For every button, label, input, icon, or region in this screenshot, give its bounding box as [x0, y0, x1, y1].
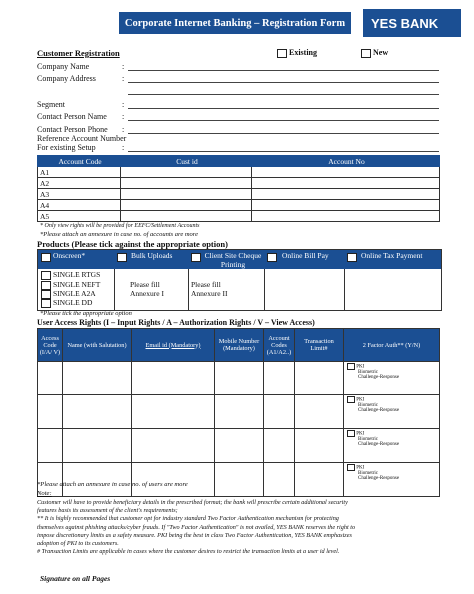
name-header: Name (with Salutation) [63, 329, 132, 362]
segment-label: Segment [37, 100, 65, 109]
cheque-printing-header: Client Site Cheque Printing [204, 251, 262, 269]
bill-pay-header: Online Bill Pay [282, 251, 329, 260]
limit-cell[interactable] [295, 362, 344, 395]
table-row [38, 463, 440, 497]
cust-id-cell[interactable] [121, 211, 252, 222]
note-line: # Transaction Limits are applicable in cases where the customer desires to restrict the transaction limits at a user id level. [37, 548, 340, 556]
onscreen-header: Onscreen* [53, 251, 86, 260]
name-cell[interactable] [63, 362, 132, 395]
name-cell[interactable] [63, 463, 132, 497]
reference-account-field[interactable] [128, 151, 439, 152]
email-header: Email id (Mandatory) [132, 329, 215, 362]
colon: : [122, 112, 125, 121]
challenge-response-option: Challenge-Response [358, 408, 400, 413]
segment-field[interactable] [128, 108, 439, 109]
onscreen-checkbox[interactable] [41, 253, 51, 262]
factor-auth-cell [344, 463, 440, 497]
pki-checkbox[interactable] [347, 464, 355, 471]
cheque-annexure-note: Please fill Annexure II [191, 280, 228, 298]
a2a-label: SINGLE A2A [53, 289, 96, 298]
tax-payment-checkbox[interactable] [347, 253, 357, 262]
neft-label: SINGLE NEFT [53, 280, 101, 289]
pki-option[interactable] [347, 464, 436, 471]
table-row [38, 167, 440, 178]
divider [114, 269, 115, 310]
notes-title: Note: [37, 490, 52, 497]
account-codes-header: Account Codes (A1/A2..) [264, 329, 295, 362]
email-cell[interactable] [132, 395, 215, 429]
divider [188, 269, 189, 310]
colon: : [122, 74, 125, 83]
yes-bank-logo [363, 9, 461, 37]
challenge-response-option: Challenge-Response [358, 442, 400, 447]
cust-id-cell[interactable] [121, 178, 252, 189]
table-row [38, 178, 440, 189]
account-codes-cell[interactable] [264, 362, 295, 395]
colon: : [122, 62, 125, 71]
account-code-cell: A1 [38, 167, 121, 178]
rtgs-checkbox[interactable] [41, 271, 51, 280]
user-rights-title: User Access Rights (I – Input Rights / A – Authorization Rights / V – View Access) [37, 318, 315, 327]
factor-auth-cell [344, 362, 440, 395]
mobile-header: Mobile Number (Mandatory) [215, 329, 264, 362]
biometric-option: Biometric [358, 370, 378, 375]
challenge-response-option: Challenge-Response [358, 375, 400, 380]
biometric-option: Biometric [358, 437, 378, 442]
cust-id-cell[interactable] [121, 189, 252, 200]
account-code-cell: A5 [38, 211, 121, 222]
pki-option[interactable] [347, 396, 436, 403]
pki-option[interactable] [347, 363, 436, 370]
account-code-cell: A2 [38, 178, 121, 189]
access-code-cell[interactable] [38, 429, 63, 463]
colon: : [122, 100, 125, 109]
limit-cell[interactable] [295, 429, 344, 463]
company-address-field-2[interactable] [128, 94, 439, 95]
products-title: Products (Please tick against the appropriate option) [37, 239, 228, 249]
account-no-cell[interactable] [252, 189, 440, 200]
pki-label: PKI [356, 397, 365, 403]
table-row [38, 200, 440, 211]
email-cell[interactable] [132, 429, 215, 463]
products-table [37, 249, 442, 311]
account-codes-cell[interactable] [264, 429, 295, 463]
account-codes-cell[interactable] [264, 395, 295, 429]
factor-auth-cell [344, 395, 440, 429]
new-label: New [373, 48, 389, 57]
biometric-option: Biometric [358, 471, 378, 476]
pki-checkbox[interactable] [347, 430, 355, 437]
access-code-cell[interactable] [38, 395, 63, 429]
note-line: features basis its assessment of the client's requirements; [37, 507, 178, 515]
account-code-cell: A3 [38, 189, 121, 200]
factor-auth-header: 2 Factor Auth** (Y/N) [344, 329, 440, 362]
biometric-option: Biometric [358, 403, 378, 408]
cheque-printing-checkbox[interactable] [191, 253, 201, 262]
bill-pay-checkbox[interactable] [267, 253, 277, 262]
limit-cell[interactable] [295, 463, 344, 497]
accounts-note-2: *Please attach an annexure in case no. of accounts are more [40, 231, 198, 238]
contact-phone-field[interactable] [128, 133, 439, 134]
accounts-table [37, 155, 440, 222]
access-code-cell[interactable] [38, 362, 63, 395]
pki-checkbox[interactable] [347, 363, 355, 370]
form-title: Corporate Internet Banking – Registration Form [119, 12, 351, 34]
bulk-uploads-header: Bulk Uploads [131, 251, 173, 260]
name-cell[interactable] [63, 395, 132, 429]
users-attach-note: *Please attach an annexure in case no. of users are more [37, 481, 188, 488]
new-checkbox[interactable] [361, 49, 371, 58]
mobile-cell[interactable] [215, 362, 264, 395]
transaction-limit-header: Transaction Limit# [295, 329, 344, 362]
account-code-cell: A4 [38, 200, 121, 211]
signature-note: Signature on all Pages [40, 574, 111, 583]
a2a-checkbox[interactable] [41, 290, 51, 299]
bulk-uploads-checkbox[interactable] [117, 253, 127, 262]
section-customer-registration: Customer Registration [37, 48, 120, 58]
cust-id-cell[interactable] [121, 200, 252, 211]
user-rights-header-row [38, 329, 440, 362]
table-row [38, 395, 440, 429]
existing-setup-label: For existing Setup [37, 143, 96, 152]
logo-text: YES BANK [371, 16, 439, 31]
account-no-cell[interactable] [252, 178, 440, 189]
table-row [38, 211, 440, 222]
company-name-field[interactable] [128, 70, 439, 71]
pki-label: PKI [356, 364, 365, 370]
existing-label: Existing [289, 48, 318, 57]
pki-checkbox[interactable] [347, 396, 355, 403]
user-rights-table [37, 328, 440, 497]
account-no-header: Account No [252, 156, 440, 167]
email-cell[interactable] [132, 362, 215, 395]
account-no-cell[interactable] [252, 211, 440, 222]
cust-id-cell[interactable] [121, 167, 252, 178]
company-address-field-1[interactable] [128, 82, 439, 83]
account-codes-cell[interactable] [264, 463, 295, 497]
divider [264, 269, 265, 310]
dd-checkbox[interactable] [41, 299, 51, 308]
contact-phone-label: Contact Person Phone [37, 125, 108, 134]
notes-body [37, 499, 439, 556]
table-row [38, 429, 440, 463]
pki-label: PKI [356, 465, 365, 471]
account-code-header: Account Code [38, 156, 121, 167]
contact-name-field[interactable] [128, 120, 439, 121]
pki-label: PKI [356, 431, 365, 437]
mobile-cell[interactable] [215, 395, 264, 429]
note-line: adoption of PKI to its customers. [37, 540, 119, 548]
name-cell[interactable] [63, 429, 132, 463]
email-cell[interactable] [132, 463, 215, 497]
note-line: themselves against phishing attacks/cyber frauds. If "Two Factor Authentication" is not availed, YES BANK reserves the right to [37, 523, 356, 531]
note-line: Customer will have to provide beneficiary details in the prescribed format; the bank will prescribe certain additional security [37, 499, 348, 506]
table-row [38, 189, 440, 200]
account-no-cell[interactable] [252, 200, 440, 211]
cust-id-header: Cust id [121, 156, 252, 167]
products-footnote: *Please tick the appropriate option [40, 310, 132, 317]
divider [344, 269, 345, 310]
note-line: ** It is highly recommended that customer opt for industry standard Two Factor Authentication mechanism for protecting [37, 515, 339, 523]
company-name-label: Company Name [37, 62, 90, 71]
bulk-annexure-note: Please fill Annexure I [130, 280, 164, 298]
tax-payment-header: Online Tax Payment [361, 251, 423, 260]
existing-checkbox[interactable] [277, 49, 287, 58]
pki-option[interactable] [347, 430, 436, 437]
reference-account-label: Reference Account Number [37, 134, 127, 143]
challenge-response-option: Challenge-Response [358, 476, 400, 481]
company-address-label: Company Address [37, 74, 96, 83]
contact-name-label: Contact Person Name [37, 112, 107, 121]
mobile-cell[interactable] [215, 429, 264, 463]
accounts-note-1: * Only view rights will be provided for EEFC/Settlement Accounts [40, 223, 200, 229]
factor-auth-cell [344, 429, 440, 463]
account-no-cell[interactable] [252, 167, 440, 178]
access-code-header: Access Code (I/A/ V) [38, 329, 63, 362]
note-line: impose discretionary limits as a safety measure. PKI being the best in class Two Factor Authentication, YES BANK emphasizes [37, 531, 352, 539]
neft-checkbox[interactable] [41, 281, 51, 290]
dd-label: SINGLE DD [53, 298, 93, 307]
rtgs-label: SINGLE RTGS [53, 270, 101, 279]
colon: : [122, 143, 125, 152]
colon: : [122, 125, 125, 134]
mobile-cell[interactable] [215, 463, 264, 497]
table-row [38, 362, 440, 395]
limit-cell[interactable] [295, 395, 344, 429]
